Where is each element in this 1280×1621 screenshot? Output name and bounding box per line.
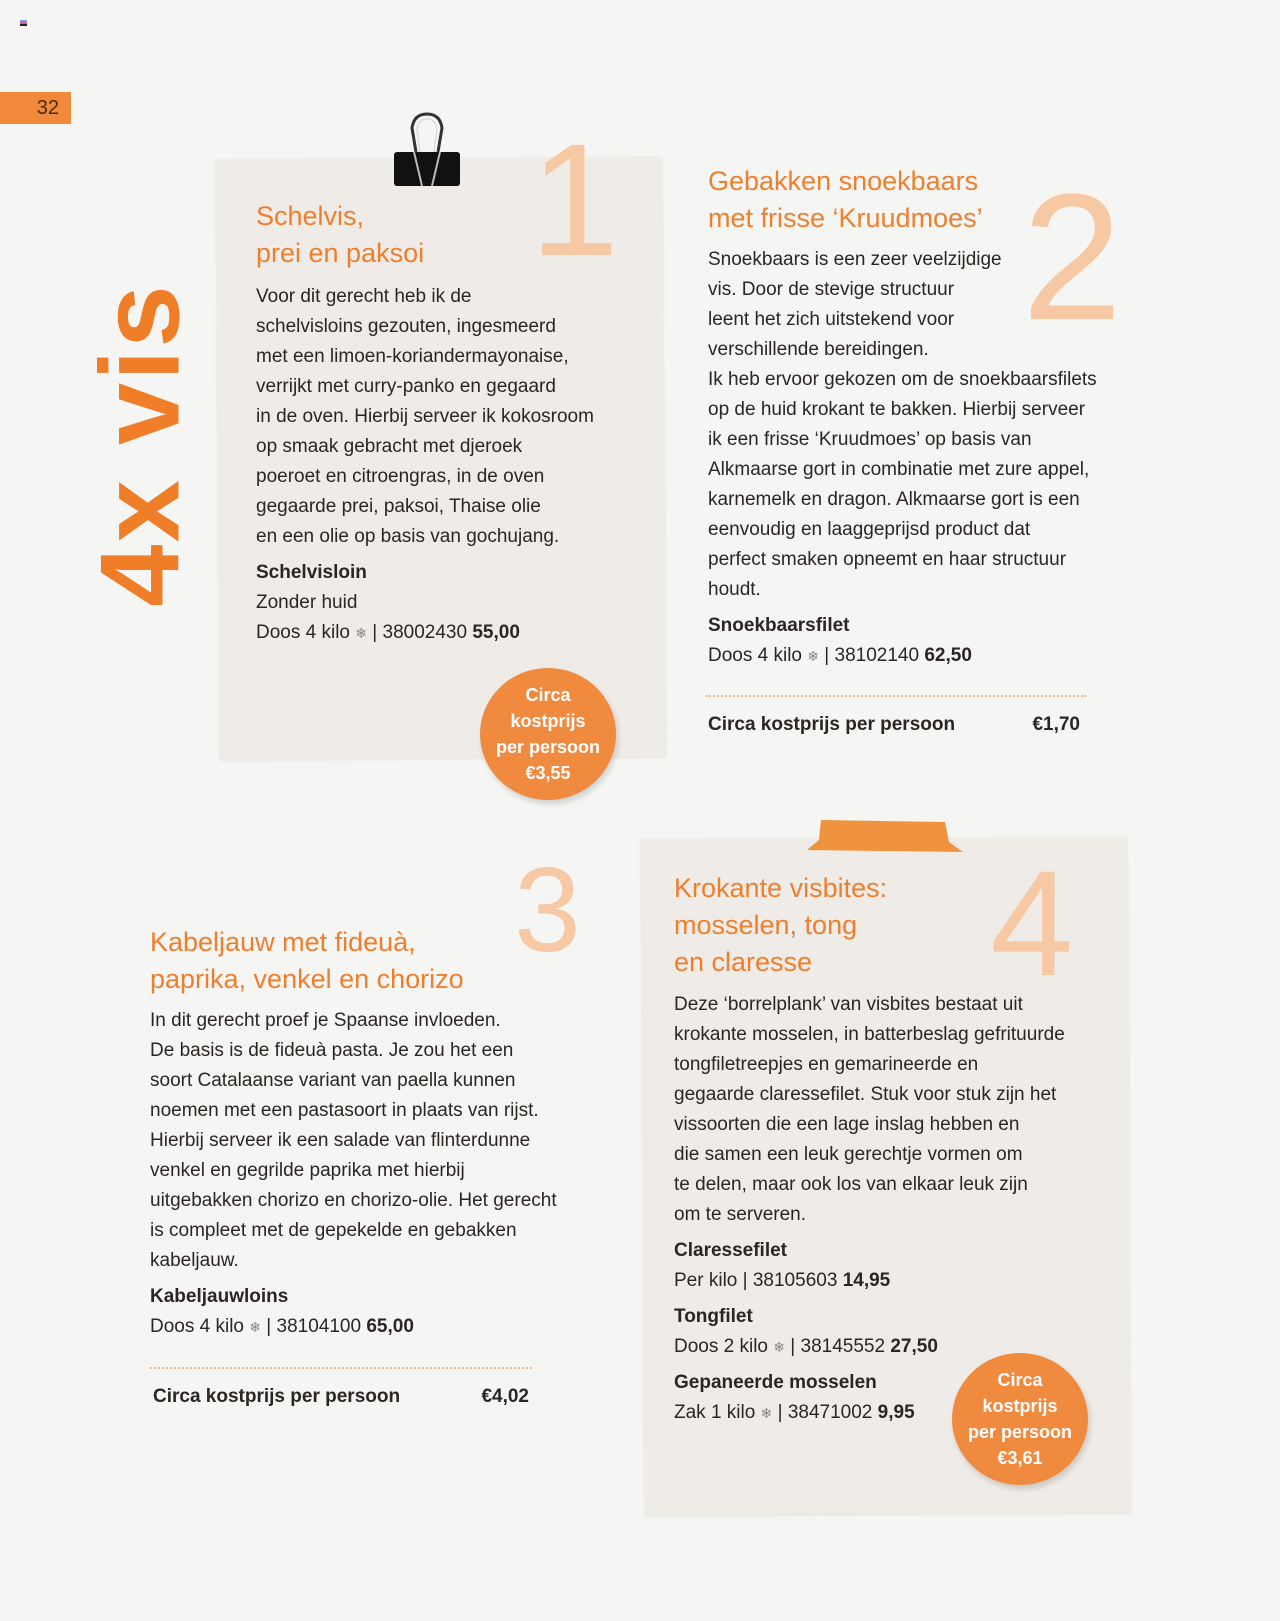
text-line: is compleet met de gepekelde en gebakken bbox=[150, 1220, 517, 1241]
text-line: karnemelk en dragon. Alkmaarse gort is een bbox=[708, 489, 1080, 510]
cost-label: Circa kostprijs per persoon bbox=[153, 1386, 401, 1407]
text-line: die samen een leuk gerechtje vormen om bbox=[674, 1144, 1023, 1165]
product-line bbox=[708, 641, 1128, 671]
text-line: op smaak gebracht met djeroek bbox=[256, 436, 523, 457]
divider bbox=[150, 1367, 532, 1369]
text-line: kabeljauw. bbox=[150, 1250, 239, 1271]
text-line: gegaarde claressefilet. Stuk voor stuk zijn het bbox=[674, 1084, 1057, 1105]
frozen-icon: ❄ bbox=[807, 648, 820, 664]
frozen-icon: ❄ bbox=[249, 1319, 262, 1335]
title-line: Schelvis, bbox=[256, 201, 365, 231]
title-line: met frisse ‘Kruudmoes’ bbox=[708, 203, 983, 233]
frozen-icon: ❄ bbox=[760, 1405, 773, 1421]
text-line: in de oven. Hierbij serveer ik kokosroom bbox=[256, 406, 594, 427]
product-code: 38145552 bbox=[800, 1336, 886, 1357]
recipe-description-2 bbox=[708, 245, 1128, 671]
text-line: Snoekbaars is een zeer veelzijdige bbox=[708, 249, 1002, 270]
product-pack: Per kilo bbox=[674, 1270, 738, 1291]
separator: | bbox=[777, 1402, 783, 1423]
text-line: noemen met een pastasoort in plaats van rijst. bbox=[150, 1100, 539, 1121]
badge-line: per persoon bbox=[495, 737, 601, 757]
text-line: vis. Door de stevige structuur bbox=[708, 279, 955, 300]
flag-icon bbox=[20, 20, 27, 27]
badge-value: €3,55 bbox=[525, 763, 571, 783]
binder-clip-icon bbox=[392, 112, 462, 193]
product-name: Kabeljauwloins bbox=[150, 1286, 289, 1307]
title-line: en claresse bbox=[674, 947, 813, 977]
text-line: gegaarde prei, paksoi, Thaise olie bbox=[256, 496, 541, 517]
product-price: 9,95 bbox=[877, 1402, 915, 1423]
text-line: vissoorten die een lage inslag hebben en bbox=[674, 1114, 1020, 1135]
text-line: De basis is de fideuà pasta. Je zou het een bbox=[150, 1040, 514, 1061]
text-line: eenvoudig en laaggeprijsd product dat bbox=[708, 519, 1031, 540]
separator: | bbox=[742, 1270, 748, 1291]
title-line: Kabeljauw met fideuà, bbox=[150, 927, 416, 957]
cost-badge-1 bbox=[480, 668, 616, 800]
product-pack: Doos 4 kilo bbox=[150, 1316, 244, 1337]
cost-value: €4,02 bbox=[481, 1386, 529, 1407]
badge-line: Circa bbox=[997, 1370, 1043, 1390]
text-line: uitgebakken chorizo en chorizo-olie. Het gerecht bbox=[150, 1190, 557, 1211]
title-line: mosselen, tong bbox=[674, 910, 858, 940]
text-line: schelvisloins gezouten, ingesmeerd bbox=[256, 316, 556, 337]
product-price: 62,50 bbox=[924, 645, 972, 666]
badge-line: Circa bbox=[525, 685, 571, 705]
text-line: poeroet en citroengras, in de oven bbox=[256, 466, 545, 487]
recipe-title-1 bbox=[256, 198, 424, 272]
text-line: tongfiletreepjes en gemarineerde en bbox=[674, 1054, 979, 1075]
text-line: In dit gerecht proef je Spaanse invloeden. bbox=[150, 1010, 501, 1031]
product-pack: Doos 2 kilo bbox=[674, 1336, 768, 1357]
product-line bbox=[674, 1332, 1114, 1362]
text-line: Alkmaarse gort in combinatie met zure appel, bbox=[708, 459, 1090, 480]
product-name: Schelvisloin bbox=[256, 562, 367, 583]
text-line: houdt. bbox=[708, 579, 761, 600]
text-line: Deze ‘borrelplank’ van visbites bestaat uit bbox=[674, 994, 1023, 1015]
product-code: 38471002 bbox=[787, 1402, 873, 1423]
separator: | bbox=[266, 1316, 272, 1337]
product-code: 38104100 bbox=[276, 1316, 362, 1337]
text-line: en een olie op basis van gochujang. bbox=[256, 526, 560, 547]
product-code: 38002430 bbox=[382, 622, 468, 643]
badge-line: kostprijs bbox=[510, 711, 586, 731]
text-line: met een limoen-koriandermayonaise, bbox=[256, 346, 569, 367]
cost-row-2 bbox=[708, 714, 1080, 736]
separator: | bbox=[372, 622, 378, 643]
product-line bbox=[674, 1266, 1114, 1296]
page-number: 32 bbox=[0, 92, 71, 124]
recipe-title-3 bbox=[150, 924, 464, 998]
product-price: 27,50 bbox=[890, 1336, 938, 1357]
product-code: 38105603 bbox=[752, 1270, 838, 1291]
recipe-number-3: 3 bbox=[514, 843, 581, 977]
product-line bbox=[150, 1312, 590, 1342]
badge-line: per persoon bbox=[967, 1422, 1073, 1442]
recipe-title-2 bbox=[708, 163, 983, 237]
product-name: Snoekbaarsfilet bbox=[708, 615, 850, 636]
cost-value: €1,70 bbox=[1032, 714, 1080, 735]
frozen-icon: ❄ bbox=[355, 625, 368, 641]
text-line: Voor dit gerecht heb ik de bbox=[256, 286, 472, 307]
section-title-text: 4x vis bbox=[77, 283, 203, 607]
text-line: op de huid krokant te bakken. Hierbij serveer bbox=[708, 399, 1086, 420]
text-line: leent het zich uitstekend voor bbox=[708, 309, 955, 330]
text-line: perfect smaken opneemt en haar structuur bbox=[708, 549, 1067, 570]
text-line: om te serveren. bbox=[674, 1204, 806, 1225]
title-line: paprika, venkel en chorizo bbox=[150, 964, 464, 994]
text-line: verrijkt met curry-panko en gegaard bbox=[256, 376, 556, 397]
text-line: verschillende bereidingen. bbox=[708, 339, 929, 360]
product-price: 14,95 bbox=[842, 1270, 891, 1291]
product-pack: Zak 1 kilo bbox=[674, 1402, 756, 1423]
product-pack: Doos 4 kilo bbox=[708, 645, 802, 666]
recipe-title-4 bbox=[674, 870, 887, 981]
text-line: ik een frisse ‘Kruudmoes’ op basis van bbox=[708, 429, 1032, 450]
badge-line: kostprijs bbox=[982, 1396, 1058, 1416]
text-line: Ik heb ervoor gekozen om de snoekbaarsfilets bbox=[708, 369, 1097, 390]
text-line: te delen, maar ook los van elkaar leuk zijn bbox=[674, 1174, 1028, 1195]
product-line bbox=[256, 618, 636, 648]
separator: | bbox=[790, 1336, 796, 1357]
text-line: venkel en gegrilde paprika met hierbij bbox=[150, 1160, 465, 1181]
text-line: Hierbij serveer ik een salade van flinterdunne bbox=[150, 1130, 531, 1151]
recipe-description-3 bbox=[150, 1006, 590, 1342]
product-name: Claressefilet bbox=[674, 1240, 788, 1261]
cost-badge-4 bbox=[952, 1353, 1088, 1485]
product-note: Zonder huid bbox=[256, 592, 358, 613]
title-line: Krokante visbites: bbox=[674, 873, 888, 903]
separator: | bbox=[824, 645, 830, 666]
product-name: Tongfilet bbox=[674, 1306, 753, 1327]
product-code: 38102140 bbox=[834, 645, 920, 666]
cost-label: Circa kostprijs per persoon bbox=[708, 714, 956, 735]
cost-row-3 bbox=[153, 1386, 529, 1408]
title-line: Gebakken snoekbaars bbox=[708, 166, 979, 196]
product-pack: Doos 4 kilo bbox=[256, 622, 350, 643]
product-name: Gepaneerde mosselen bbox=[674, 1372, 877, 1393]
recipe-description-1 bbox=[256, 282, 636, 648]
recipe-number-2: 2 bbox=[1022, 157, 1123, 358]
badge-value: €3,61 bbox=[997, 1448, 1043, 1468]
text-line: soort Catalaanse variant van paella kunnen bbox=[150, 1070, 516, 1091]
product-price: 65,00 bbox=[366, 1316, 414, 1337]
tape-icon bbox=[807, 818, 963, 854]
recipe-number-1: 1 bbox=[530, 110, 619, 289]
title-line: prei en paksoi bbox=[256, 238, 425, 268]
text-line: krokante mosselen, in batterbeslag gefrituurde bbox=[674, 1024, 1065, 1045]
section-title bbox=[77, 270, 203, 620]
product-price: 55,00 bbox=[472, 622, 520, 643]
recipe-number-4: 4 bbox=[990, 839, 1074, 1007]
divider bbox=[706, 695, 1086, 697]
frozen-icon: ❄ bbox=[773, 1339, 786, 1355]
